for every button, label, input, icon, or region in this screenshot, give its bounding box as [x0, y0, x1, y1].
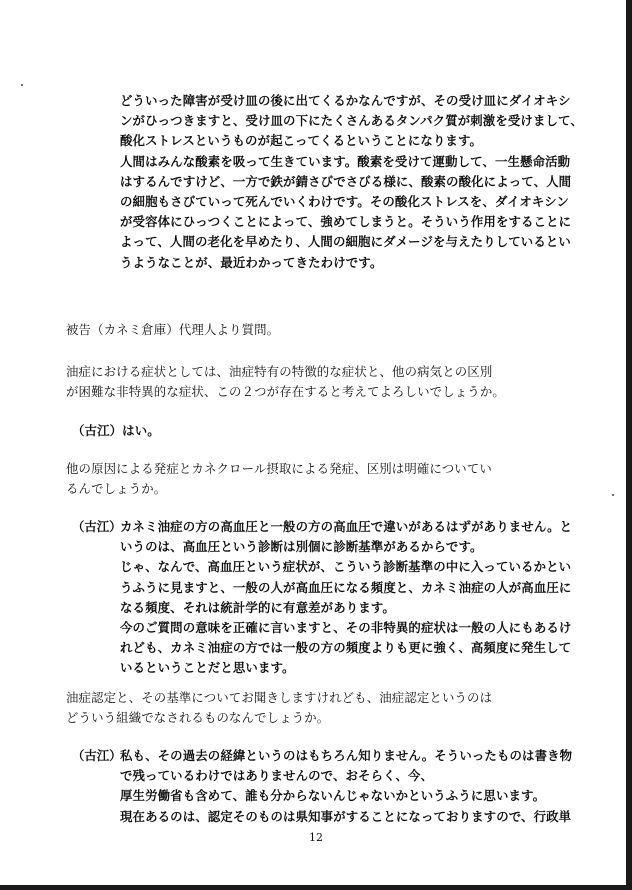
answer-2-speaker: （古江） — [72, 519, 122, 534]
text-line: よって、人間の老化を早めたり、人間の細胞にダメージを与えたりしているとい — [120, 234, 571, 250]
text-line: が受容体にひっつくことによって、強めてしまうと。そういう作用をすることに — [120, 214, 572, 230]
answer-3 — [120, 746, 572, 827]
text-line: ンがひっつきますと、受け皿の下にたくさんあるタンパク質が刺激を受けまして、 — [120, 113, 583, 129]
text-line: 他の原因による発症とカネクロール摂取による発症、区別は明確についてい — [66, 461, 492, 476]
answer-1: （古江）はい。 — [72, 423, 160, 438]
text-line: が困難な非特異的な症状、この２つが存在すると考えてよろしいでしょうか。 — [66, 384, 505, 400]
scan-edge-right — [626, 0, 632, 890]
text-line: れども、カネミ油症の方では一般の方の頻度よりも更に強く、高頻度に発生して — [120, 640, 572, 656]
answer-2 — [120, 517, 572, 679]
text-line: 今のご質問の意味を正確に言いますと、その非特異的症状は一般の人にもあるけ — [120, 620, 572, 636]
text-line: じゃ、なんで、高血圧という症状が、こういう診断基準の中に入っているかとい — [120, 559, 572, 575]
question-header: 被告（カネミ倉庫）代理人より質問。 — [66, 322, 280, 337]
text-line: 酸化ストレスというものが起こってくるということになります。 — [120, 133, 483, 149]
scan-speck — [21, 84, 23, 86]
text-line: うふうに見ますと、一般の人が高血圧になる頻度と、カネミ油症の人が高血圧に — [120, 579, 572, 595]
text-line: 人間はみんな酸素を吸って生きています。酸素を受けて運動して、一生懸命活動 — [120, 153, 571, 169]
text-line: はするんですけど、一方で鉄が錆さびでさびる様に、酸素の酸化によって、人間 — [120, 173, 572, 189]
text-line: 現在あるのは、認定そのものは県知事がすることになっておりますので、行政単 — [120, 808, 572, 824]
text-line: いうのは、高血圧という診断は別個に診断基準があるからです。 — [120, 539, 483, 555]
question-2 — [66, 459, 492, 499]
text-line: で残っているわけではありませんので、おそらく、今、 — [120, 768, 434, 784]
text-line: 私も、その過去の経緯というのはもちろん知りません。そういったものは書き物 — [120, 748, 573, 763]
scan-speck — [612, 494, 614, 496]
question-1 — [66, 362, 505, 402]
text-line: なる頻度、それは統計学的に有意差があります。 — [120, 599, 395, 615]
text-line: カネミ油症の方の高血圧と一般の方の高血圧で違いがあるはずがありません。と — [120, 519, 573, 534]
text-line: いるということだと思います。 — [120, 660, 295, 676]
text-line: るんでしょうか。 — [66, 481, 167, 497]
text-line: 油症認定と、その基準についてお聞きしますけれども、油症認定というのは — [66, 690, 493, 705]
text-line: 厚生労働省も含めて、誰も分からないんじゃないかというふうに思います。 — [120, 788, 546, 804]
text-line: 油症における症状としては、油症特有の特徴的な症状と、他の病気との区別 — [66, 364, 493, 379]
answer-3-speaker: （古江） — [72, 748, 122, 763]
page-number: 12 — [309, 831, 323, 844]
scan-edge-bottom — [0, 885, 632, 890]
question-3 — [66, 688, 492, 728]
text-line: どういった障害が受け皿の後に出てくるかなんですが、その受け皿にダイオキシ — [120, 93, 571, 108]
testimony-block-1 — [120, 91, 583, 273]
text-line: の細胞もさびていって死んでいくわけです。その酸化ストレスを、ダイオキシン — [120, 194, 570, 210]
text-line: うようなことが、最近わかってきたわけです。 — [120, 254, 383, 270]
text-line: どういう組織でなされるものなんでしょうか。 — [66, 710, 330, 726]
